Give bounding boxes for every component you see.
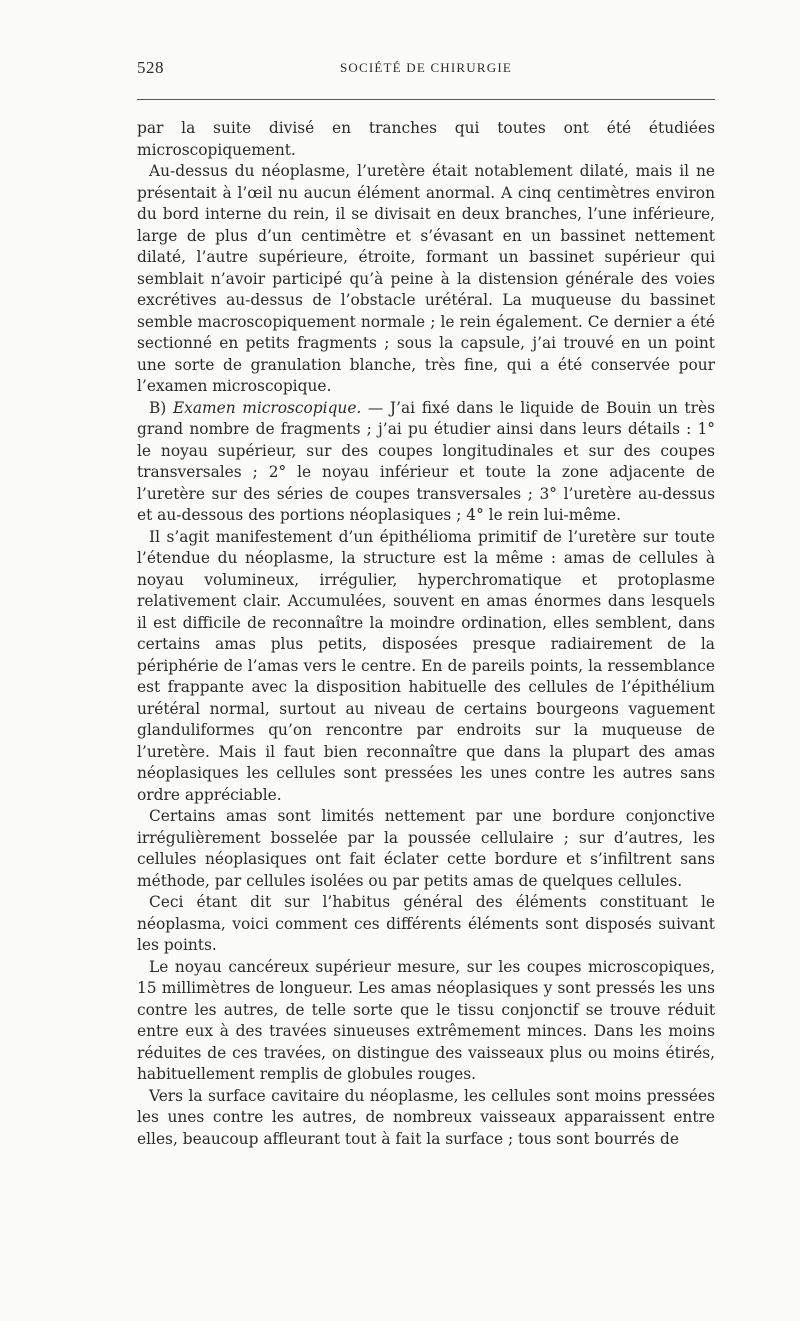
paragraph-2: Au-dessus du néoplasme, l’uretère était notablement dilaté, mais il ne présentait à l’œil nu aucun élément anormal. A cinq centimètres environ du bord interne du rein, il se divisait en deux branches, l’une inférieure, large de plus d’un centimètre et s’évasant en un bassinet nettement dilaté, l’autre supérieure, étroite, formant un bassinet supérieur qui semblait n’avoir participé qu’à peine à la distension générale des voies excrétives au-dessus de l’obstacle urétéral. La muqueuse du bassinet semble macroscopiquement normale ; le rein également. Ce dernier a été sectionné en petits fragments ; sous la capsule, j’ai trouvé en un point une sorte de granulation blanche, très fine, qui a été conservée pour l’examen microscopique.: [137, 162, 715, 395]
paragraph-8: Vers la surface cavitaire du néoplasme, les cellules sont moins pressées les unes contre les autres, de nombreux vaisseaux apparaissent entre elles, beaucoup affleurant tout à fait la surface ; tous sont bourrés de: [137, 1086, 715, 1148]
paragraph-7: Le noyau cancéreux supérieur mesure, sur les coupes microscopiques, 15 millimètres de longueur. Les amas néoplasiques y sont pressés les uns contre les autres, de telle sorte que le tissu conjonctif se trouve réduit entre eux à des travées sinueuses extrêmement minces. Dans les moins réduites de ces travées, on distingue des vaisseaux plus ou moins étirés, habituellement remplis de globules rouges.: [137, 957, 715, 1083]
section-label: B): [149, 398, 167, 417]
page-number: 528: [137, 58, 164, 77]
running-title: SOCIÉTÉ DE CHIRURGIE: [339, 60, 513, 75]
header-rule: [137, 99, 715, 100]
paragraph-6: Ceci étant dit sur l’habitus général des éléments constituant le néoplasma, voici comment ces différents éléments sont disposés suivant les points.: [137, 893, 715, 954]
paragraph-3-section-b: [137, 398, 715, 527]
page-header: [137, 58, 715, 84]
book-page: [137, 58, 715, 1148]
section-text: — J’ai fixé dans le liquide de Bouin un très grand nombre de fragments ; j’ai pu étudier ainsi dans leurs détails : 1° le noyau supérieur, sur des coupes longitudinales et sur des coupes transversales ; 2° le noyau inférieur et toute la zone adjacente de l’uretère sur des séries de coupes transversales ; 3° l’uretère au-dessus et au-dessous des portions néoplasiques ; 4° le rein lui-même.: [137, 398, 715, 524]
section-title: Examen microscopique.: [172, 398, 362, 417]
paragraph-5: Certains amas sont limités nettement par une bordure conjonctive irrégulièrement bosselée par la poussée cellulaire ; sur d’autres, les cellules néoplasiques ont fait éclater cette bordure et s’infiltrent sans méthode, par cellules isolées ou par petits amas de quelques cellules.: [137, 807, 715, 890]
paragraph-1: par la suite divisé en tranches qui toutes ont été étudiées microscopiquement.: [137, 119, 715, 159]
body-text: [137, 118, 715, 1150]
paragraph-4: Il s’agit manifestement d’un épithélioma primitif de l’uretère sur toute l’étendue du néoplasme, la structure est la même : amas de cellules à noyau volumineux, irrégulier, hyperchromatique et protoplasme relativement clair. Accumulées, souvent en amas énormes dans lesquels il est difficile de reconnaître la moindre ordination, elles semblent, dans certains amas plus petits, disposées presque radiairement de la périphérie de l’amas vers le centre. En de pareils points, la ressemblance est frappante avec la disposition habituelle des cellules de l’épithélium urétéral normal, surtout au niveau de certains bourgeons vaguement glanduliformes qu’on rencontre par endroits sur la muqueuse de l’uretère. Mais il faut bien reconnaître que dans la plupart des amas néoplasiques les cellules sont pressées les unes contre les autres sans ordre appréciable.: [137, 527, 715, 804]
